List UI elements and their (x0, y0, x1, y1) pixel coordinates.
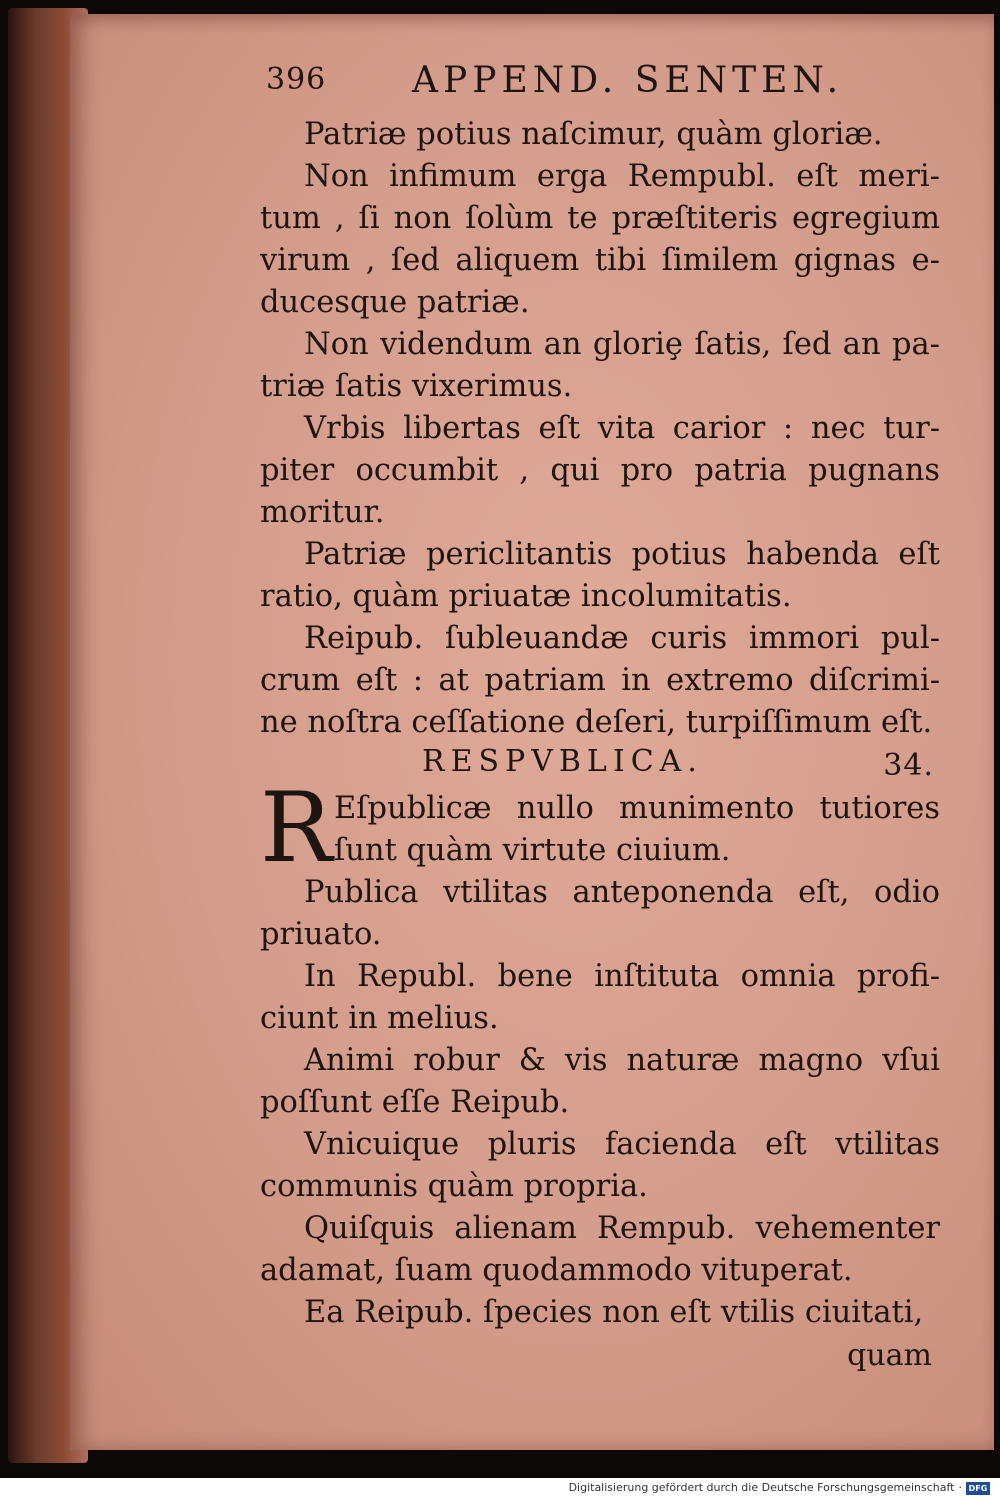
text-line: ne noſtra ceſſatione deſeri, turpiſſimum eſt. (260, 705, 933, 740)
dfg-logo: DFG (966, 1482, 990, 1495)
text-line: virum , ſed aliquem tibi ſimilem gignas e- (260, 243, 940, 278)
text-line: Non videndum an gloriȩ ſatis, ſed an pa- (304, 327, 940, 362)
text-line: Vnicuique pluris facienda eſt vtilitas (304, 1127, 940, 1162)
paragraph-group-2 (260, 872, 940, 1334)
text-line: ciunt in melius. (260, 1001, 499, 1036)
credit-text: Digitalisierung gefördert durch die Deutsche Forschungsgemeinschaft (568, 1481, 955, 1494)
text-line: piter occumbit , qui pro patria pugnans (260, 453, 940, 488)
text-line: ſunt quàm virtute ciuium. (334, 833, 731, 868)
section-first-paragraph (260, 772, 940, 884)
paragraph-group-1 (260, 114, 940, 744)
text-line: triæ ſatis vixerimus. (260, 369, 573, 404)
text-line: adamat, ſuam quodammodo vituperat. (260, 1253, 853, 1288)
credit-separator: · (958, 1481, 962, 1494)
text-line: Ea Reipub. ſpecies non eſt vtilis ciuitati, (304, 1295, 924, 1330)
section-number: 34. (883, 748, 934, 783)
text-line: poſſunt eſſe Reipub. (260, 1085, 570, 1120)
section-heading (260, 744, 940, 788)
text-line: Patriæ potius naſcimur, quàm gloriæ. (304, 117, 883, 152)
text-line: communis quàm propria. (260, 1169, 648, 1204)
text-line: Patriæ periclitantis potius habenda eſt (304, 537, 940, 572)
text-line: Animi robur & vis naturæ magno vſui (304, 1043, 940, 1078)
text-block (260, 58, 940, 1378)
text-line: crum eſt : at patriam in extremo diſcrimi- (260, 663, 940, 698)
footer-credit (569, 1479, 990, 1497)
text-line: Reipub. ſubleuandæ curis immori pul- (304, 621, 940, 656)
section-title: RESPVBLICA. (422, 744, 703, 779)
page-header (260, 58, 940, 114)
text-line: Non infimum erga Rempubl. eſt meri- (304, 159, 940, 194)
text-line: ratio, quàm priuatæ incolumitatis. (260, 579, 792, 614)
drop-cap: R (260, 772, 333, 884)
text-line: tum , ſi non ſolùm te præſtiteris egregium (260, 201, 940, 236)
text-line: Publica vtilitas anteponenda eſt, odio (304, 875, 940, 910)
text-line: Eſpublicæ nullo munimento tutiores (334, 791, 940, 826)
catchword: quam (847, 1338, 932, 1373)
text-line: priuato. (260, 917, 382, 952)
text-line: Vrbis libertas eſt vita carior : nec tur- (304, 411, 940, 446)
text-line: moritur. (260, 495, 385, 530)
running-title: APPEND. SENTEN. (412, 60, 844, 101)
first-paragraph-lines (334, 788, 940, 872)
page-number: 396 (266, 62, 327, 97)
text-line: ducesque patriæ. (260, 285, 530, 320)
text-line: Quiſquis alienam Rempub. vehementer (304, 1211, 940, 1246)
text-line: In Republ. bene inſtituta omnia profi- (304, 959, 940, 994)
